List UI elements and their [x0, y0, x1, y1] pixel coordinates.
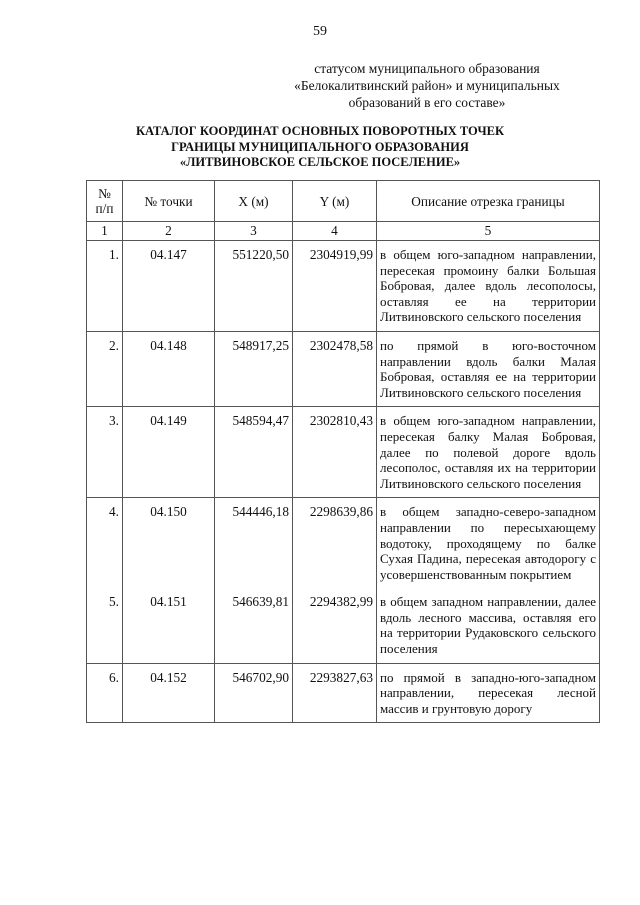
point-number: 04.148 — [123, 331, 215, 406]
column-number: 3 — [215, 222, 293, 241]
header-num-line: № — [98, 186, 111, 201]
catalog-title-line: ГРАНИЦЫ МУНИЦИПАЛЬНОГО ОБРАЗОВАНИЯ — [171, 139, 469, 154]
y-coordinate: 2304919,99 — [293, 241, 377, 332]
point-number: 04.151 — [123, 588, 215, 663]
header-num-line: п/п — [95, 201, 114, 216]
header-num — [87, 181, 123, 222]
row-number: 1. — [87, 241, 123, 332]
column-number-row — [87, 222, 600, 241]
column-number: 1 — [87, 222, 123, 241]
x-coordinate: 546702,90 — [215, 663, 293, 723]
segment-description: в общем юго-западном направлении, пересекая балку Малая Бобровая, далее по полевой дороге вдоль лесополос, оставляя их на территории Литвиновского сельского поселения — [377, 407, 600, 498]
x-coordinate: 548917,25 — [215, 331, 293, 406]
table-header-row — [87, 181, 600, 222]
catalog-title-line: КАТАЛОГ КООРДИНАТ ОСНОВНЫХ ПОВОРОТНЫХ ТОЧЕК — [135, 124, 505, 138]
x-coordinate: 548594,47 — [215, 407, 293, 498]
y-coordinate: 2293827,63 — [293, 663, 377, 723]
point-number: 04.150 — [123, 498, 215, 588]
table-row — [87, 241, 600, 332]
y-coordinate: 2302478,58 — [293, 331, 377, 406]
row-number: 3. — [87, 407, 123, 498]
column-number: 4 — [293, 222, 377, 241]
segment-description: по прямой в западно-юго-западном направлении, пересекая лесной массив и грунтовую дорогу — [377, 663, 600, 723]
point-number: 04.149 — [123, 407, 215, 498]
page-number: 59 — [313, 24, 327, 39]
row-number: 4. — [87, 498, 123, 588]
point-number: 04.152 — [123, 663, 215, 723]
x-coordinate: 544446,18 — [215, 498, 293, 588]
header-note-line: образований в его составе» — [348, 95, 506, 110]
header-note — [258, 60, 596, 111]
row-number: 5. — [87, 588, 123, 663]
segment-description: в общем западно-северо-западном направлении по пересыхающему водотоку, проходящему по балке Сухая Падина, пересекая автодорогу с усовершенствованным покрытием — [377, 498, 600, 588]
row-number: 6. — [87, 663, 123, 723]
segment-description: в общем юго-западном направлении, пересекая промоину балки Большая Бобровая, далее вдоль лесополосы, оставляя ее на территории Литвиновского сельского поселения — [377, 241, 600, 332]
table-row — [87, 498, 600, 588]
y-coordinate: 2294382,99 — [293, 588, 377, 663]
header-y: Y (м) — [293, 181, 377, 222]
header-note-line: статусом муниципального образования — [314, 61, 540, 76]
header-x: X (м) — [215, 181, 293, 222]
header-desc: Описание отрезка границы — [377, 181, 600, 222]
catalog-title — [60, 124, 580, 171]
segment-description: по прямой в юго-восточном направлении вдоль балки Малая Бобровая, оставляя ее на территории Литвиновского сельского поселения — [377, 331, 600, 406]
catalog-title-line: «ЛИТВИНОВСКОЕ СЕЛЬСКОЕ ПОСЕЛЕНИЕ» — [179, 155, 461, 169]
column-number: 2 — [123, 222, 215, 241]
segment-description: в общем западном направлении, далее вдоль лесного массива, оставляя его на территории Рудаковского сельского поселения — [377, 588, 600, 663]
table-row — [87, 331, 600, 406]
row-number: 2. — [87, 331, 123, 406]
header-point: № точки — [123, 181, 215, 222]
y-coordinate: 2298639,86 — [293, 498, 377, 588]
header-note-line: «Белокалитвинский район» и муниципальных — [294, 78, 560, 93]
y-coordinate: 2302810,43 — [293, 407, 377, 498]
x-coordinate: 551220,50 — [215, 241, 293, 332]
point-number: 04.147 — [123, 241, 215, 332]
x-coordinate: 546639,81 — [215, 588, 293, 663]
table-row — [87, 663, 600, 723]
table-row — [87, 588, 600, 663]
table-row — [87, 407, 600, 498]
coordinates-table — [86, 180, 600, 723]
column-number: 5 — [377, 222, 600, 241]
